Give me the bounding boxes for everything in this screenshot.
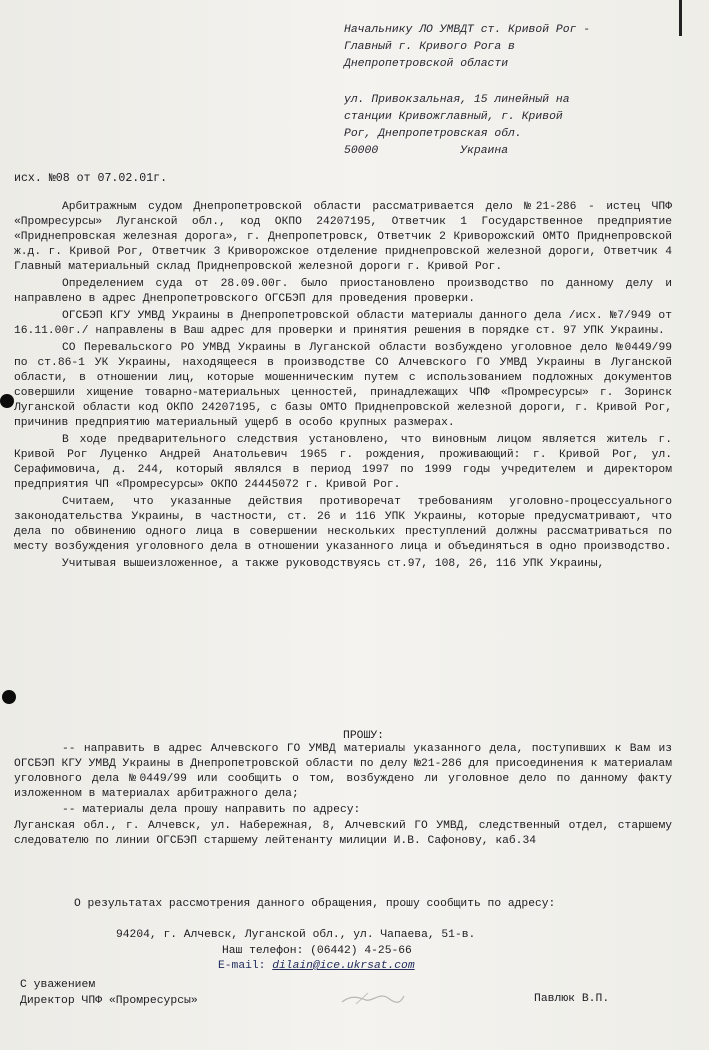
outgoing-reference: исх. №08 от 07.02.01г.	[14, 172, 168, 185]
email-link[interactable]: dilain@ice.ukrsat.com	[272, 960, 415, 972]
request-address: Луганская обл., г. Алчевск, ул. Набережная, 8, Алчевский ГО УМВД, следственный отдел, старшему следователю по линии ОГСБЭП старшему лейтенанту милиции И.В. Сафонову, каб.34	[14, 820, 672, 847]
request-item: -- материалы дела прошу направить по адресу:	[62, 804, 361, 816]
letter-body	[14, 200, 672, 574]
addressee-line: Начальнику ЛО УМВДТ ст. Кривой Рог -	[344, 24, 591, 36]
closing-block	[20, 977, 198, 1009]
addressee-address-line: станции Кривожглавный, г. Кривой	[344, 111, 563, 123]
contact-phone: Наш телефон: (06442) 4-25-66	[222, 944, 412, 957]
paragraph-investigation: В ходе предварительного следствия установлено, что виновным лицом является житель г. Кривой Рог Луценко Андрей Анатольевич 1965 г. рождения, проживающий: г. Кривой Рог, ул. Серафимовича, д. 244, который являлся в период 1997 по 1999 годы учредителем и директором предприятия ЧП «Промресурсы» ОКПО 24445072 г. Кривой Рог.	[14, 434, 672, 491]
binder-hole-icon	[2, 690, 16, 704]
paragraph-court-ruling: Определением суда от 28.09.00г. было приостановлено производство по данному делу и направлено в адрес Днепропетровского ОГСБЭП для проведения проверки.	[14, 278, 672, 305]
closing-position: Директор ЧПФ «Промресурсы»	[20, 995, 198, 1007]
contact-block	[116, 928, 475, 975]
contact-email-line	[218, 959, 475, 975]
addressee-block	[344, 22, 674, 160]
paragraph-arbitration: Арбитражным судом Днепропетровской области рассматривается дело №21-286 - истец ЧПФ «Промресурсы» Луганской обл., код ОКПО 24207195, Ответчик 1 Государственное предприятие «Приднепровская железная дорога», г. Днепропетровск, Ответчик 2 Криворожский ОМТО Приднепровской ж.д. г. Кривой Рог, Ответчик 3 Криворожское отделение приднепровской железной дороги, Ответчик 4 Главный материальный склад Приднепровской железной дороги г. Кривой Рог.	[14, 201, 672, 273]
paragraph-opinion: Считаем, что указанные действия противоречат требованиям уголовно-процессуального законодательства Украины, в частности, ст. 26 и 116 УПК Украины, которые предусматривают, что дела по обвинению одного лица в совершении нескольких преступлений должны рассматриваться по месту возбуждения уголовного дела в отношении указанного лица и объединяться в одно производство.	[14, 496, 672, 553]
results-text: О результатах рассмотрения данного обращения, прошу сообщить по адресу:	[74, 898, 556, 910]
addressee-line: Днепропетровской области	[344, 58, 509, 70]
paragraph-considering: Учитывая вышеизложенное, а также руководствуясь ст.97, 108, 26, 116 УПК Украины,	[62, 558, 605, 570]
addressee-line: Главный г. Кривого Рога в	[344, 41, 515, 53]
email-label: E-mail:	[218, 960, 266, 972]
signer-name: Павлюк В.П.	[534, 993, 610, 1005]
addressee-address-line: Рог, Днепропетровская обл.	[344, 128, 522, 140]
binder-hole-icon	[0, 394, 14, 408]
addressee-address-line: 50000 Украина	[344, 145, 509, 157]
paragraph-criminal-case: СО Перевальского РО УМВД Украины в Луганской области возбуждено уголовное дело №0449/99 по ст.86-1 УК Украины, находящееся в производстве СО Алчевского ГО УМВД Украины в Луганской области, в отношении лиц, которые мошенническим путем с использованием подложных документов совершили хищение товарно-материальных ценностей, принадлежащих ЧПФ «Промресурсы» г. Зоринск Луганской области код ОКПО 24207195, с базы ОМТО Приднепровской железной дороги, г. Кривой Рог, причинив предприятию материальный ущерб в особо крупных размерах.	[14, 342, 672, 429]
paragraph-ogsbep: ОГСБЭП КГУ УМВД Украины в Днепропетровской области материалы данного дела /исх. №7/949 от 16.11.00г./ направлены в Ваш адрес для проверки и принятия решения в порядке ст. 97 УПК Украины.	[14, 310, 672, 337]
request-item: -- направить в адрес Алчевского ГО УМВД материалы указанного дела, поступивших к Вам из ОГСБЭП КГУ УМВД Украины в Днепропетровской области по делу №21-286 для присоединения к материалам уголовного дела №0449/99 или сообщить о том, возбуждено ли уголовное дело по данному факту изложенном в материалах арбитражного дела;	[14, 743, 672, 800]
edge-mark	[679, 0, 682, 36]
contact-address: 94204, г. Алчевск, Луганской обл., ул. Чапаева, 51-в.	[116, 929, 476, 941]
request-block	[14, 742, 672, 850]
closing-regards: С уважением	[20, 979, 96, 991]
addressee-address-line: ул. Привокзальная, 15 линейный на	[344, 94, 570, 106]
signature-mark	[338, 984, 408, 1010]
results-request	[14, 897, 672, 912]
request-title: ПРОШУ:	[343, 730, 385, 742]
